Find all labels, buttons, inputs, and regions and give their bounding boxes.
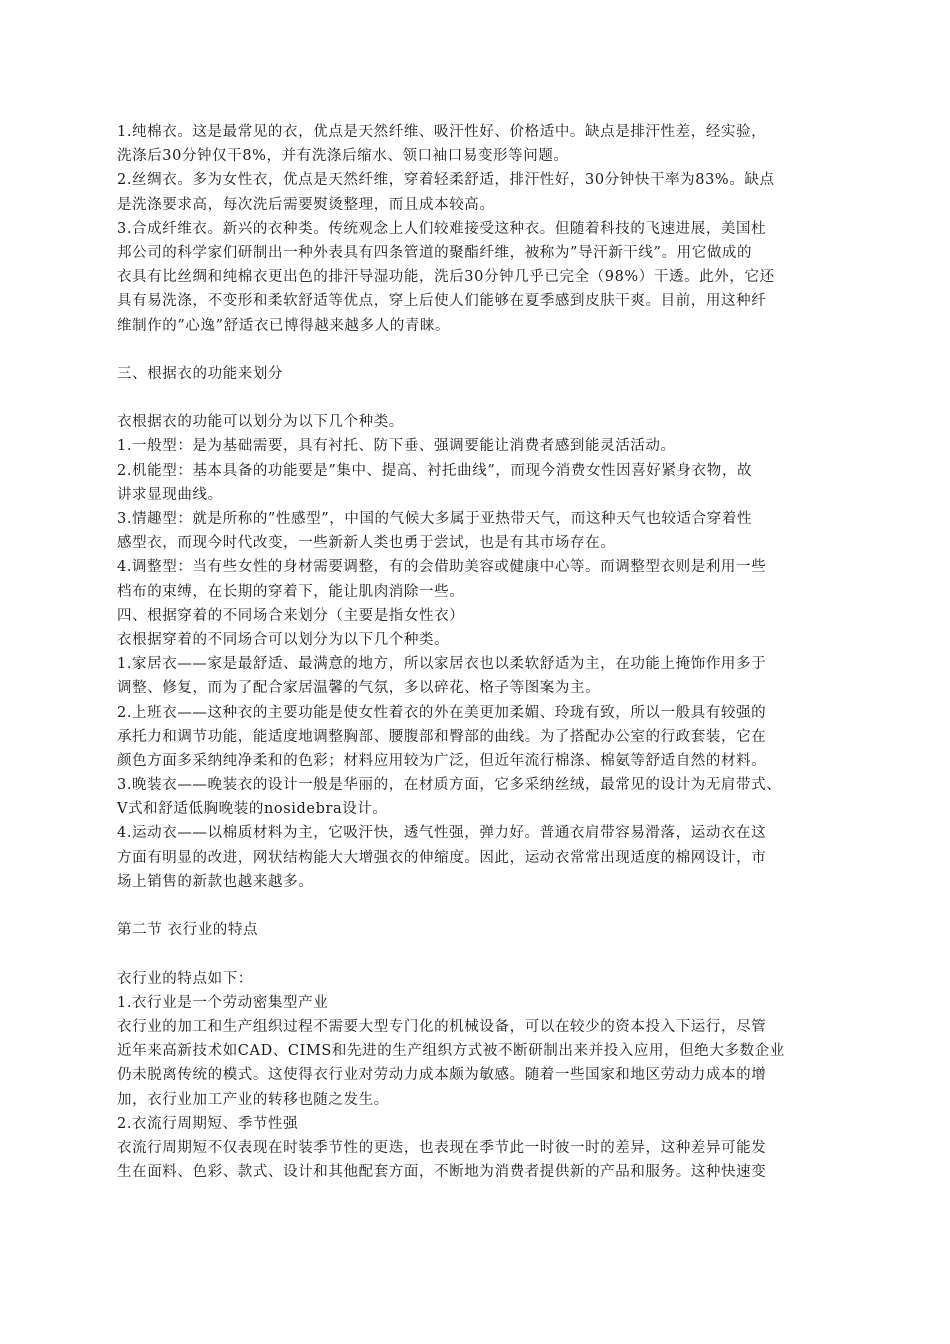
text-line: 加，衣行业加工产业的转移也随之发生。	[117, 1091, 389, 1108]
text-line: 场上销售的新款也越来越多。	[117, 873, 314, 890]
text-line: 维制作的”心逸”舒适衣已博得越来越多人的青睐。	[117, 317, 451, 334]
blank-line	[117, 942, 845, 966]
text-line: 1.家居衣——家是最舒适、最满意的地方，所以家居衣也以柔软舒适为主，在功能上掩饰作用多于	[117, 656, 767, 673]
document-page	[117, 120, 845, 1184]
text-line: 方面有明显的改进，网状结构能大大增强衣的伸缩度。因此，运动衣常常出现适度的棉网设计，市	[117, 849, 767, 866]
blank-line	[117, 386, 845, 410]
text-line: 2.机能型：基本具备的功能要是”集中、提高、衬托曲线”，而现今消费女性因喜好紧身衣物，故	[117, 462, 753, 479]
blank-line	[117, 338, 845, 362]
text-line: 承托力和调节功能，能适度地调整胸部、腰腹部和臀部的曲线。为了搭配办公室的行政套装，它在	[117, 728, 767, 745]
text-line: 具有易洗涤，不变形和柔软舒适等优点，穿上后使人们能够在夏季感到皮肤干爽。目前，用这种纤	[117, 293, 767, 310]
text-line: 是洗涤要求高，每次洗后需要熨烫整理，而且成本较高。	[117, 196, 495, 213]
text-line: 2.丝绸衣。多为女性衣，优点是天然纤维，穿着轻柔舒适，排汗性好，30分钟快干率为83%。缺点	[117, 172, 775, 189]
text-line: 3.晚装衣——晚装衣的设计一般是华丽的，在材质方面，它多采纳丝绒，最常见的设计为无肩带式、	[117, 777, 782, 794]
section-heading: 三、根据衣的功能来划分	[117, 365, 284, 382]
text-line: 2.上班衣——这种衣的主要功能是使女性着衣的外在美更加柔媚、玲珑有致，所以一般具有较强的	[117, 704, 767, 721]
text-line: 档布的束缚，在长期的穿着下，能让肌肉消除一些。	[117, 583, 465, 600]
text-line: V式和舒适低胸晚装的nosidebra设计。	[117, 801, 388, 818]
text-line: 仍未脱离传统的模式。这使得衣行业对劳动力成本颇为敏感。随着一些国家和地区劳动力成本的增	[117, 1067, 767, 1084]
section-heading: 第二节 衣行业的特点	[117, 922, 259, 939]
text-line: 衣具有比丝绸和纯棉衣更出色的排汗导湿功能，洗后30分钟几乎已完全（98%）干透。此外，它还	[117, 269, 775, 286]
text-line: 衣行业的加工和生产组织过程不需要大型专门化的机械设备，可以在较少的资本投入下运行，尽管	[117, 1018, 767, 1035]
subheading-line: 1.衣行业是一个劳动密集型产业	[117, 994, 329, 1011]
text-line: 感型衣，而现今时代改变，一些新新人类也勇于尝试，也是有其市场存在。	[117, 535, 616, 552]
text-line: 3.合成纤维衣。新兴的衣种类。传统观念上人们较难接受这种衣。但随着科技的飞速进展，美国杜	[117, 220, 767, 237]
text-line: 3.情趣型：就是所称的”性感型”，中国的气候大多属于亚热带天气，而这种天气也较适合穿着性	[117, 511, 753, 527]
text-line: 衣根据衣的功能可以划分为以下几个种类。	[117, 414, 404, 431]
text-line: 生在面料、色彩、款式、设计和其他配套方面，不断地为消费者提供新的产品和服务。这种快速变	[117, 1164, 767, 1181]
text-line: 1.纯棉衣。这是最常见的衣，优点是天然纤维、吸汗性好、价格适中。缺点是排汗性差，经实验，	[117, 124, 767, 140]
text-line: 洗涤后30分钟仅干8%，并有洗涤后缩水、领口袖口易变形等问题。	[117, 148, 569, 165]
text-line: 颜色方面多采纳纯净柔和的色彩；材料应用较为广泛，但近年流行棉涤、棉氨等舒适自然的材料。	[117, 752, 767, 769]
blank-line	[117, 894, 845, 918]
text-line: 衣流行周期短不仅表现在时装季节性的更迭，也表现在季节此一时彼一时的差异，这种差异可能发	[117, 1139, 767, 1156]
text-line: 4.运动衣——以棉质材料为主，它吸汗快，透气性强，弹力好。普通衣肩带容易滑落，运动衣在这	[117, 825, 767, 842]
text-line: 邦公司的科学家们研制出一种外表具有四条管道的聚酯纤维，被称为”导汗新干线”。用它做成的	[117, 244, 753, 261]
text-line: 衣根据穿着的不同场合可以划分为以下几个种类。	[117, 631, 450, 648]
text-line: 衣行业的特点如下：	[117, 970, 253, 987]
text-line: 1.一般型：是为基础需要，具有衬托、防下垂、强调要能让消费者感到能灵活活动。	[117, 438, 676, 455]
section-heading: 四、根据穿着的不同场合来划分（主要是指女性衣）	[117, 607, 465, 624]
text-line: 讲求显现曲线。	[117, 486, 223, 503]
text-line: 近年来高新技术如CAD、CIMS和先进的生产组织方式被不断研制出来并投入应用，但绝大多数企业	[117, 1043, 785, 1060]
text-line: 调整、修复，而为了配合家居温馨的气氛，多以碎花、格子等图案为主。	[117, 680, 601, 697]
text-line: 4.调整型：当有些女性的身材需要调整，有的会借助美容或健康中心等。而调整型衣则是利用一些	[117, 559, 767, 576]
subheading-line: 2.衣流行周期短、季节性强	[117, 1115, 299, 1132]
